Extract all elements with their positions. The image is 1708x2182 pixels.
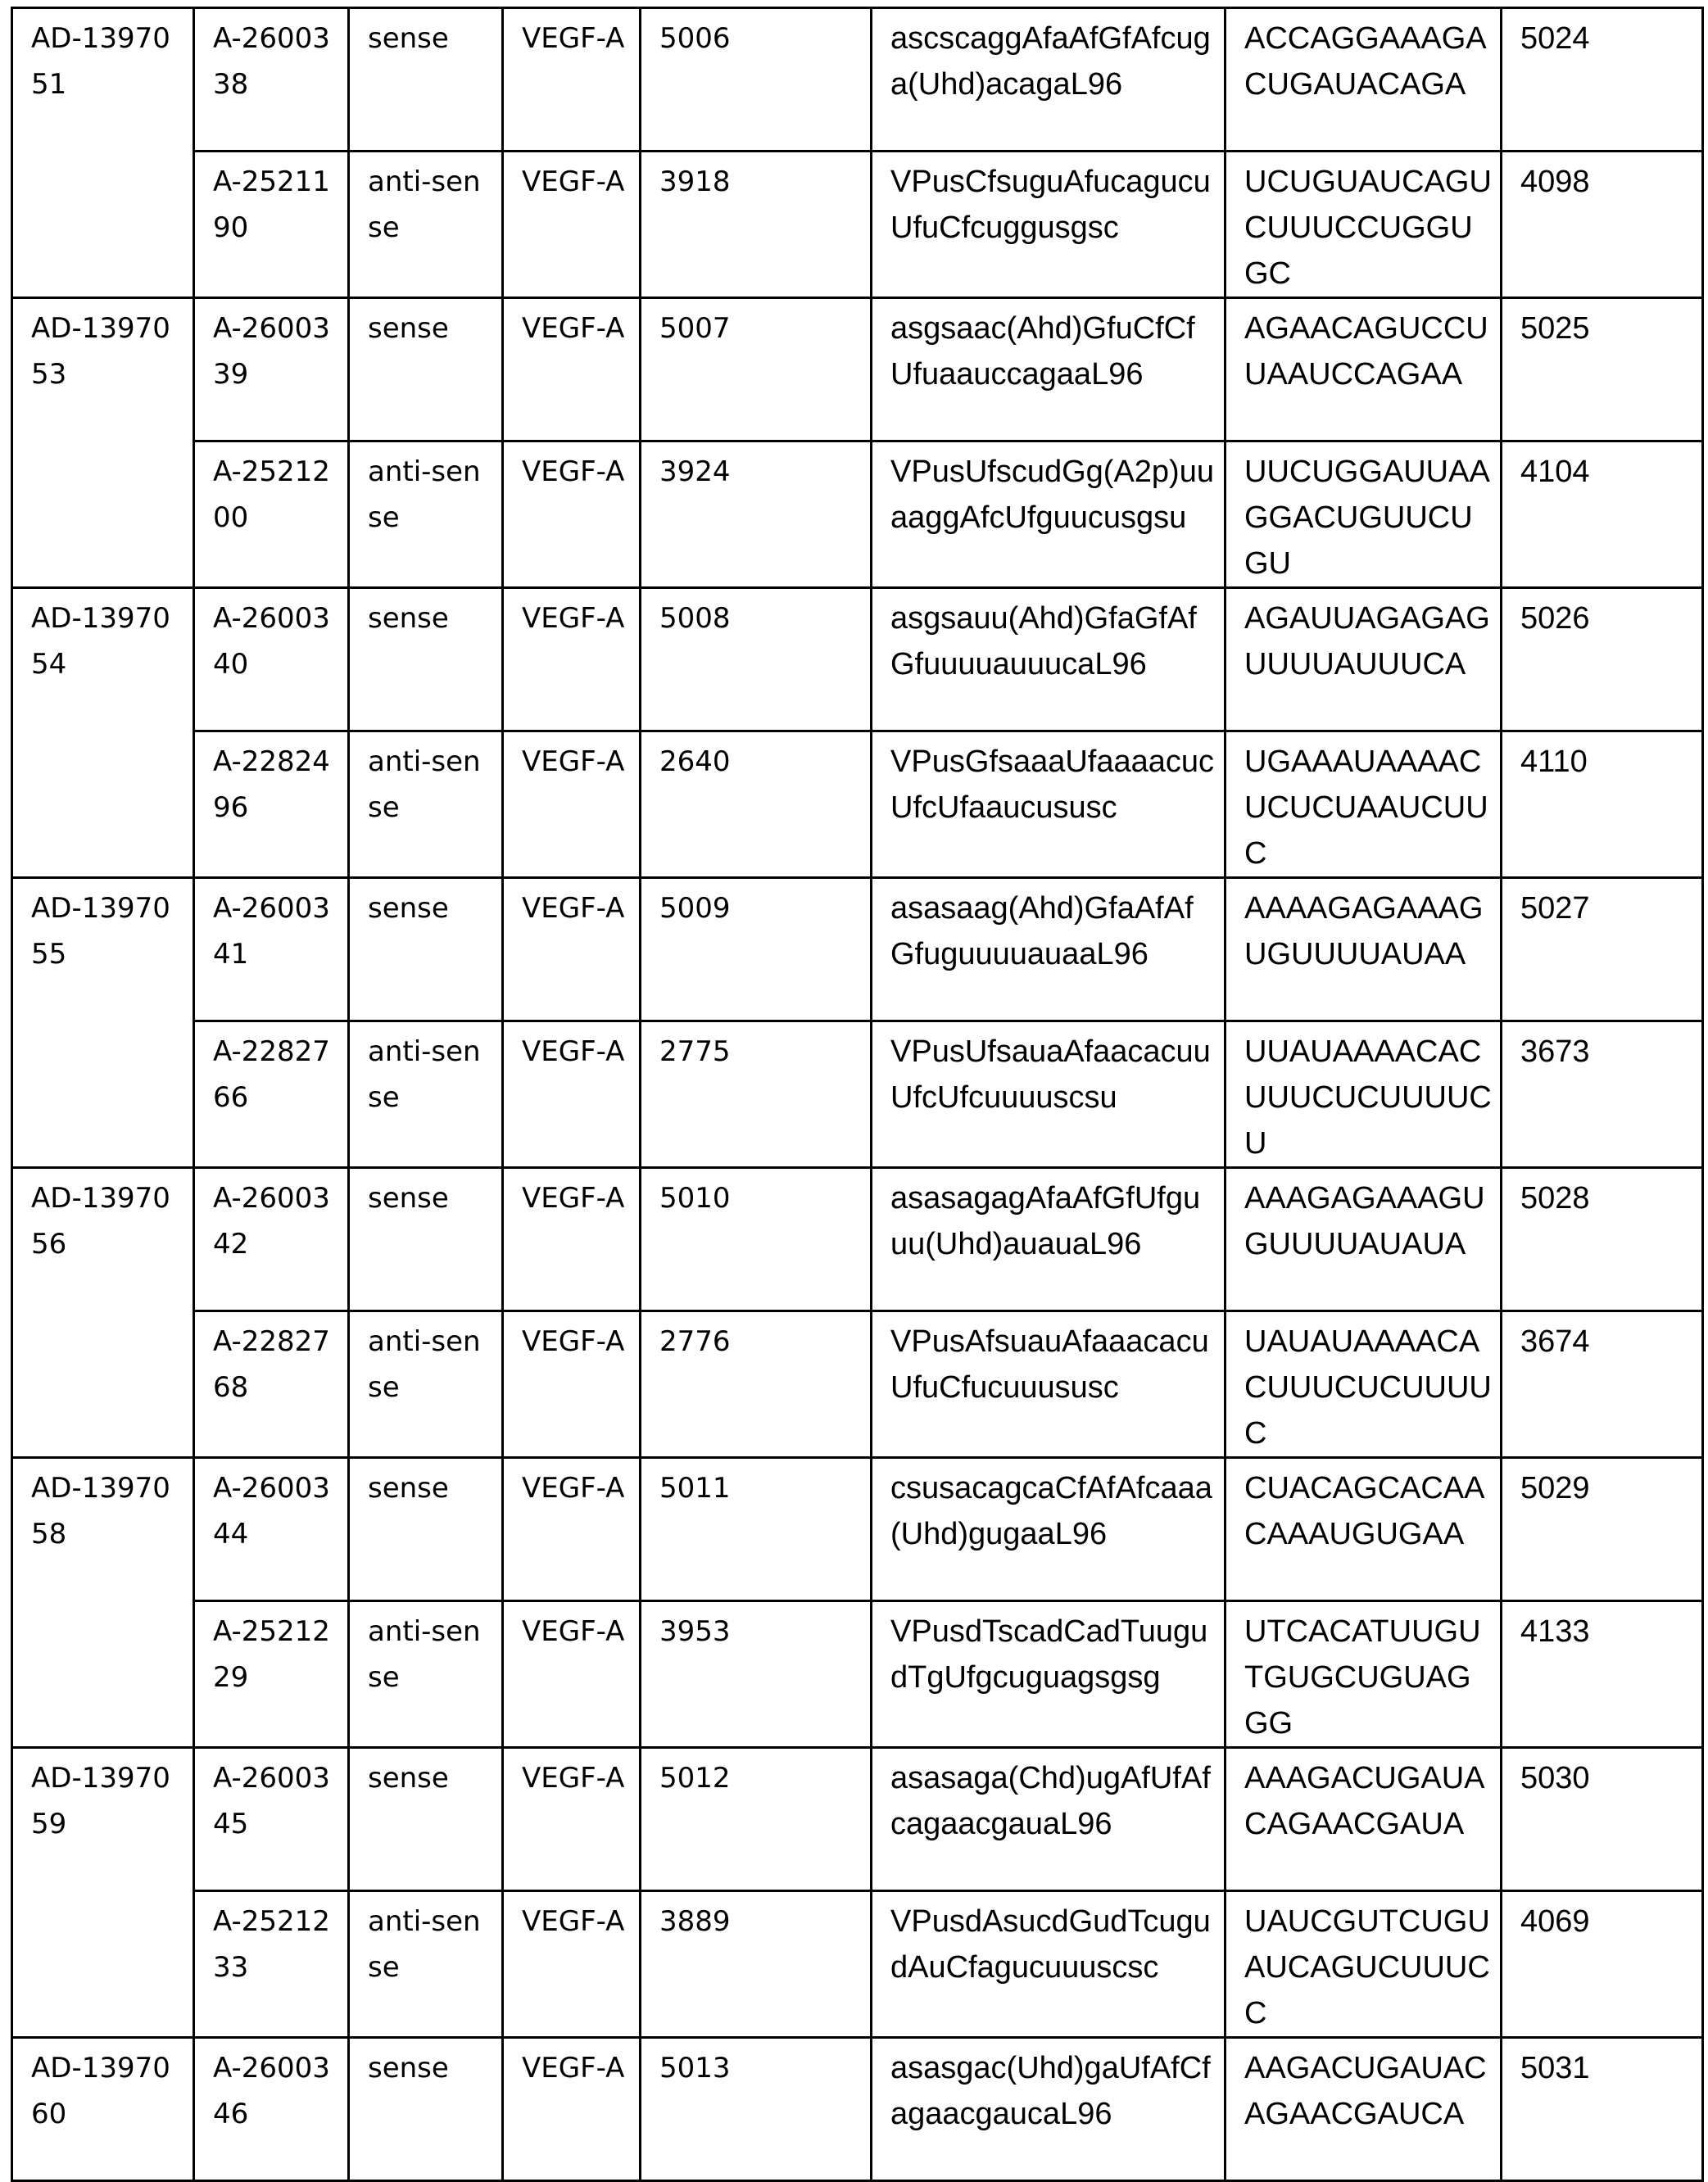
- target-cell: VEGF-A: [503, 1748, 641, 1891]
- seq-id-unmodified-cell: 5031: [1502, 2038, 1703, 2181]
- seq-id-unmodified-cell: 4104: [1502, 441, 1703, 588]
- seq-id-modified-cell: 5010: [641, 1168, 872, 1311]
- oligo-id-cell: A-2521233: [194, 1891, 349, 2038]
- modified-sequence-cell: asasagagAfaAfGfUfguuu(Uhd)auauaL96: [872, 1168, 1226, 1311]
- modified-sequence-cell: VPusdAsucdGudTcugudAuCfagucuuuscsc: [872, 1891, 1226, 2038]
- target-cell: VEGF-A: [503, 8, 641, 152]
- seq-id-modified-cell: 5007: [641, 298, 872, 441]
- seq-id-modified-cell: 2640: [641, 731, 872, 878]
- strand-cell: sense: [349, 298, 503, 441]
- table-row: [12, 1168, 1703, 1311]
- unmodified-sequence-cell: UUAUAAAACACUUUCUCUUUUCU: [1226, 1021, 1502, 1168]
- modified-sequence-cell: VPusUfsauaAfaacacuuUfcUfcuuuuscsu: [872, 1021, 1226, 1168]
- modified-sequence-cell: asasaag(Ahd)GfaAfAfGfuguuuuauaaL96: [872, 878, 1226, 1021]
- strand-cell: anti-sense: [349, 1311, 503, 1458]
- seq-id-modified-cell: 3918: [641, 152, 872, 298]
- unmodified-sequence-cell: UTCACATUUGUTGUGCUGUAGGG: [1226, 1601, 1502, 1748]
- duplex-id-cell: AD-1397059: [12, 1748, 194, 2038]
- oligo-id-cell: A-2282766: [194, 1021, 349, 1168]
- strand-cell: sense: [349, 8, 503, 152]
- oligo-id-cell: A-2282496: [194, 731, 349, 878]
- table-row: [12, 588, 1703, 731]
- oligo-id-cell: A-2600342: [194, 1168, 349, 1311]
- unmodified-sequence-cell: UCUGUAUCAGUCUUUCCUGGUGC: [1226, 152, 1502, 298]
- modified-sequence-cell: asasgac(Uhd)gaUfAfCfagaacgaucaL96: [872, 2038, 1226, 2181]
- unmodified-sequence-cell: AAAGACUGAUACAGAACGAUA: [1226, 1748, 1502, 1891]
- oligo-id-cell: A-2600341: [194, 878, 349, 1021]
- target-cell: VEGF-A: [503, 2038, 641, 2181]
- unmodified-sequence-cell: AGAUUAGAGAGUUUUAUUUCA: [1226, 588, 1502, 731]
- unmodified-sequence-cell: AAAGAGAAAGUGUUUUAUAUA: [1226, 1168, 1502, 1311]
- strand-cell: anti-sense: [349, 152, 503, 298]
- unmodified-sequence-cell: AGAACAGUCCUUAAUCCAGAA: [1226, 298, 1502, 441]
- oligo-id-cell: A-2600346: [194, 2038, 349, 2181]
- unmodified-sequence-cell: UGAAAUAAAACUCUCUAAUCUUC: [1226, 731, 1502, 878]
- seq-id-modified-cell: 5012: [641, 1748, 872, 1891]
- strand-cell: anti-sense: [349, 731, 503, 878]
- seq-id-unmodified-cell: 5028: [1502, 1168, 1703, 1311]
- duplex-id-cell: AD-1397055: [12, 878, 194, 1168]
- oligo-id-cell: A-2600338: [194, 8, 349, 152]
- seq-id-unmodified-cell: 5029: [1502, 1458, 1703, 1601]
- duplex-id-cell: AD-1397051: [12, 8, 194, 298]
- strand-cell: anti-sense: [349, 1891, 503, 2038]
- seq-id-modified-cell: 3924: [641, 441, 872, 588]
- table-row: [12, 152, 1703, 298]
- duplex-id-cell: AD-1397053: [12, 298, 194, 588]
- oligo-id-cell: A-2521200: [194, 441, 349, 588]
- target-cell: VEGF-A: [503, 731, 641, 878]
- sequence-table: [11, 7, 1704, 2182]
- duplex-id-cell: AD-1397060: [12, 2038, 194, 2181]
- table-row: [12, 1601, 1703, 1748]
- strand-cell: anti-sense: [349, 1601, 503, 1748]
- unmodified-sequence-cell: UAUAUAAAACACUUUCUCUUUUC: [1226, 1311, 1502, 1458]
- table-row: [12, 1311, 1703, 1458]
- seq-id-modified-cell: 5008: [641, 588, 872, 731]
- target-cell: VEGF-A: [503, 878, 641, 1021]
- duplex-id-cell: AD-1397054: [12, 588, 194, 878]
- seq-id-unmodified-cell: 5024: [1502, 8, 1703, 152]
- target-cell: VEGF-A: [503, 1458, 641, 1601]
- strand-cell: sense: [349, 1748, 503, 1891]
- unmodified-sequence-cell: AAGACUGAUACAGAACGAUCA: [1226, 2038, 1502, 2181]
- seq-id-unmodified-cell: 5025: [1502, 298, 1703, 441]
- seq-id-unmodified-cell: 3673: [1502, 1021, 1703, 1168]
- seq-id-modified-cell: 2776: [641, 1311, 872, 1458]
- strand-cell: sense: [349, 1168, 503, 1311]
- table-row: [12, 1458, 1703, 1601]
- target-cell: VEGF-A: [503, 152, 641, 298]
- seq-id-modified-cell: 3953: [641, 1601, 872, 1748]
- target-cell: VEGF-A: [503, 588, 641, 731]
- seq-id-unmodified-cell: 3674: [1502, 1311, 1703, 1458]
- table-row: [12, 1021, 1703, 1168]
- unmodified-sequence-cell: ACCAGGAAAGACUGAUACAGA: [1226, 8, 1502, 152]
- modified-sequence-cell: VPusdTscadCadTuugudTgUfgcuguagsgsg: [872, 1601, 1226, 1748]
- table-row: [12, 8, 1703, 152]
- modified-sequence-cell: VPusUfscudGg(A2p)uuaaggAfcUfguucusgsu: [872, 441, 1226, 588]
- oligo-id-cell: A-2600345: [194, 1748, 349, 1891]
- seq-id-unmodified-cell: 4098: [1502, 152, 1703, 298]
- modified-sequence-cell: VPusAfsuauAfaaacacuUfuCfucuuususc: [872, 1311, 1226, 1458]
- strand-cell: anti-sense: [349, 1021, 503, 1168]
- table-row: [12, 298, 1703, 441]
- unmodified-sequence-cell: AAAAGAGAAAGUGUUUUAUAA: [1226, 878, 1502, 1021]
- table-row: [12, 878, 1703, 1021]
- modified-sequence-cell: VPusGfsaaaUfaaaacucUfcUfaaucususc: [872, 731, 1226, 878]
- seq-id-unmodified-cell: 5026: [1502, 588, 1703, 731]
- strand-cell: sense: [349, 878, 503, 1021]
- modified-sequence-cell: asasaga(Chd)ugAfUfAfcagaacgauaL96: [872, 1748, 1226, 1891]
- modified-sequence-cell: asgsaac(Ahd)GfuCfCfUfuaauccagaaL96: [872, 298, 1226, 441]
- seq-id-modified-cell: 5009: [641, 878, 872, 1021]
- seq-id-modified-cell: 5011: [641, 1458, 872, 1601]
- strand-cell: sense: [349, 1458, 503, 1601]
- unmodified-sequence-cell: UUCUGGAUUAAGGACUGUUCUGU: [1226, 441, 1502, 588]
- seq-id-modified-cell: 3889: [641, 1891, 872, 2038]
- modified-sequence-cell: VPusCfsuguAfucagucuUfuCfcuggusgsc: [872, 152, 1226, 298]
- table-row: [12, 1748, 1703, 1891]
- target-cell: VEGF-A: [503, 298, 641, 441]
- seq-id-unmodified-cell: 4133: [1502, 1601, 1703, 1748]
- modified-sequence-cell: asgsauu(Ahd)GfaGfAfGfuuuuauuucaL96: [872, 588, 1226, 731]
- oligo-id-cell: A-2521190: [194, 152, 349, 298]
- oligo-id-cell: A-2521229: [194, 1601, 349, 1748]
- seq-id-unmodified-cell: 4069: [1502, 1891, 1703, 2038]
- seq-id-modified-cell: 5013: [641, 2038, 872, 2181]
- table-row: [12, 1891, 1703, 2038]
- strand-cell: anti-sense: [349, 441, 503, 588]
- target-cell: VEGF-A: [503, 1168, 641, 1311]
- oligo-id-cell: A-2600339: [194, 298, 349, 441]
- modified-sequence-cell: ascscaggAfaAfGfAfcuga(Uhd)acagaL96: [872, 8, 1226, 152]
- oligo-id-cell: A-2600340: [194, 588, 349, 731]
- oligo-id-cell: A-2282768: [194, 1311, 349, 1458]
- seq-id-modified-cell: 5006: [641, 8, 872, 152]
- modified-sequence-cell: csusacagcaCfAfAfcaaa(Uhd)gugaaL96: [872, 1458, 1226, 1601]
- table-row: [12, 2038, 1703, 2181]
- duplex-id-cell: AD-1397056: [12, 1168, 194, 1458]
- table-row: [12, 731, 1703, 878]
- target-cell: VEGF-A: [503, 1601, 641, 1748]
- seq-id-modified-cell: 2775: [641, 1021, 872, 1168]
- target-cell: VEGF-A: [503, 1311, 641, 1458]
- unmodified-sequence-cell: UAUCGUTCUGUAUCAGUCUUUCC: [1226, 1891, 1502, 2038]
- oligo-id-cell: A-2600344: [194, 1458, 349, 1601]
- seq-id-unmodified-cell: 4110: [1502, 731, 1703, 878]
- strand-cell: sense: [349, 2038, 503, 2181]
- table-row: [12, 441, 1703, 588]
- target-cell: VEGF-A: [503, 441, 641, 588]
- duplex-id-cell: AD-1397058: [12, 1458, 194, 1748]
- unmodified-sequence-cell: CUACAGCACAACAAAUGUGAA: [1226, 1458, 1502, 1601]
- seq-id-unmodified-cell: 5030: [1502, 1748, 1703, 1891]
- strand-cell: sense: [349, 588, 503, 731]
- target-cell: VEGF-A: [503, 1021, 641, 1168]
- seq-id-unmodified-cell: 5027: [1502, 878, 1703, 1021]
- target-cell: VEGF-A: [503, 1891, 641, 2038]
